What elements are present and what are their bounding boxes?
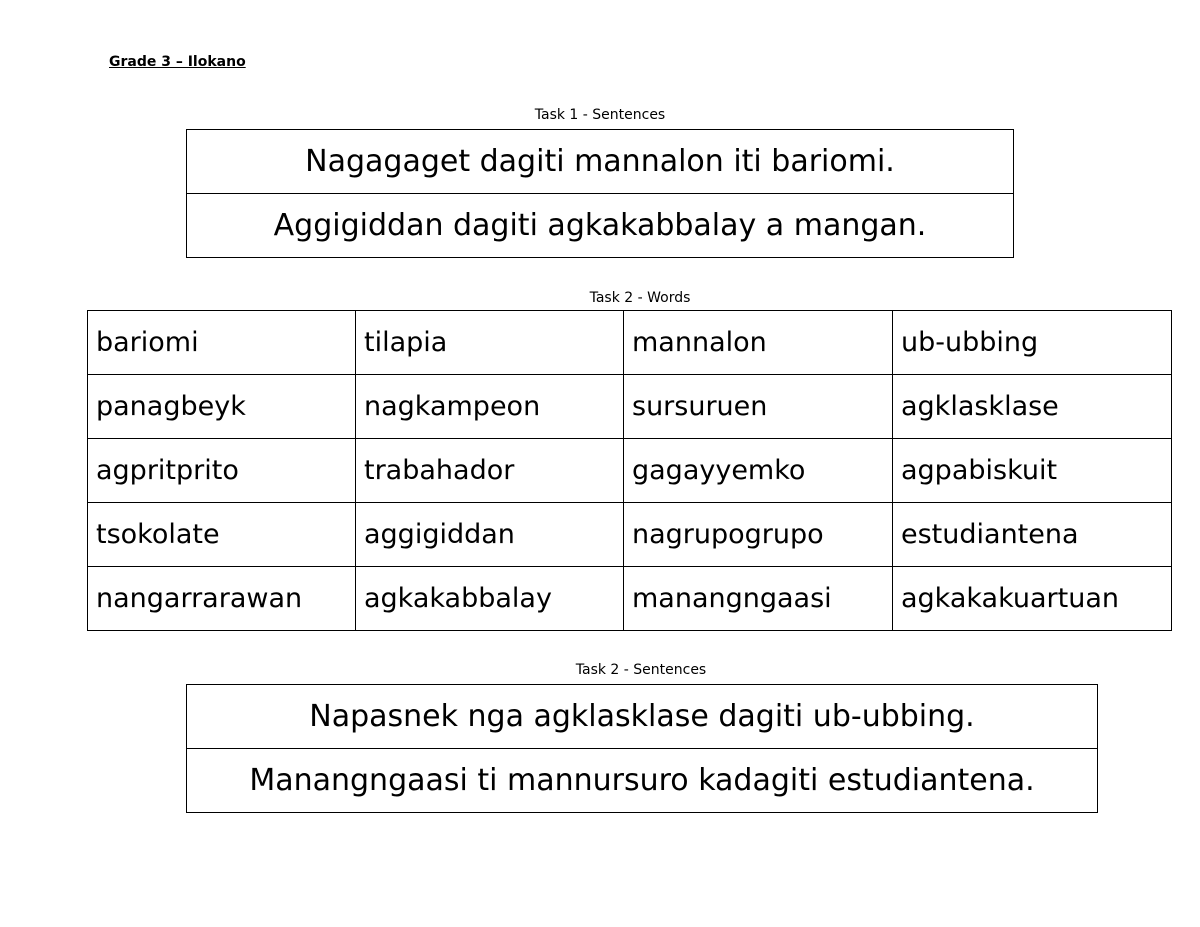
word-cell: sursuruen — [624, 375, 893, 439]
sentence-cell: Napasnek nga agklasklase dagiti ub-ubbing. — [187, 685, 1098, 749]
word-cell: bariomi — [88, 311, 356, 375]
task2-sentences-table — [186, 684, 1098, 813]
word-cell: panagbeyk — [88, 375, 356, 439]
task1-caption: Task 1 - Sentences — [534, 107, 666, 123]
task2-words-table — [87, 310, 1172, 631]
table-row — [88, 567, 1172, 631]
table-row — [187, 749, 1098, 813]
sentence-cell: Aggigiddan dagiti agkakabbalay a mangan. — [187, 194, 1014, 258]
word-cell: nangarrarawan — [88, 567, 356, 631]
word-cell: agkakakuartuan — [893, 567, 1172, 631]
word-cell: agpabiskuit — [893, 439, 1172, 503]
word-cell: agpritprito — [88, 439, 356, 503]
table-row — [88, 439, 1172, 503]
task2-sentences-caption: Task 2 - Sentences — [575, 662, 707, 678]
word-cell: aggigiddan — [356, 503, 624, 567]
task2-words-caption: Task 2 - Words — [589, 290, 691, 306]
sentence-cell: Manangngaasi ti mannursuro kadagiti estudiantena. — [187, 749, 1098, 813]
sentence-cell: Nagagaget dagiti mannalon iti bariomi. — [187, 130, 1014, 194]
word-cell: nagkampeon — [356, 375, 624, 439]
word-cell: trabahador — [356, 439, 624, 503]
task1-sentences-table — [186, 129, 1014, 258]
word-cell: manangngaasi — [624, 567, 893, 631]
word-cell: tsokolate — [88, 503, 356, 567]
word-cell: mannalon — [624, 311, 893, 375]
page-title: Grade 3 – Ilokano — [109, 54, 246, 70]
table-row — [88, 375, 1172, 439]
word-cell: tilapia — [356, 311, 624, 375]
table-row — [187, 194, 1014, 258]
word-cell: estudiantena — [893, 503, 1172, 567]
table-row — [187, 685, 1098, 749]
word-cell: nagrupogrupo — [624, 503, 893, 567]
word-cell: gagayyemko — [624, 439, 893, 503]
word-cell: ub-ubbing — [893, 311, 1172, 375]
word-cell: agklasklase — [893, 375, 1172, 439]
table-row — [187, 130, 1014, 194]
table-row — [88, 311, 1172, 375]
table-row — [88, 503, 1172, 567]
word-cell: agkakabbalay — [356, 567, 624, 631]
